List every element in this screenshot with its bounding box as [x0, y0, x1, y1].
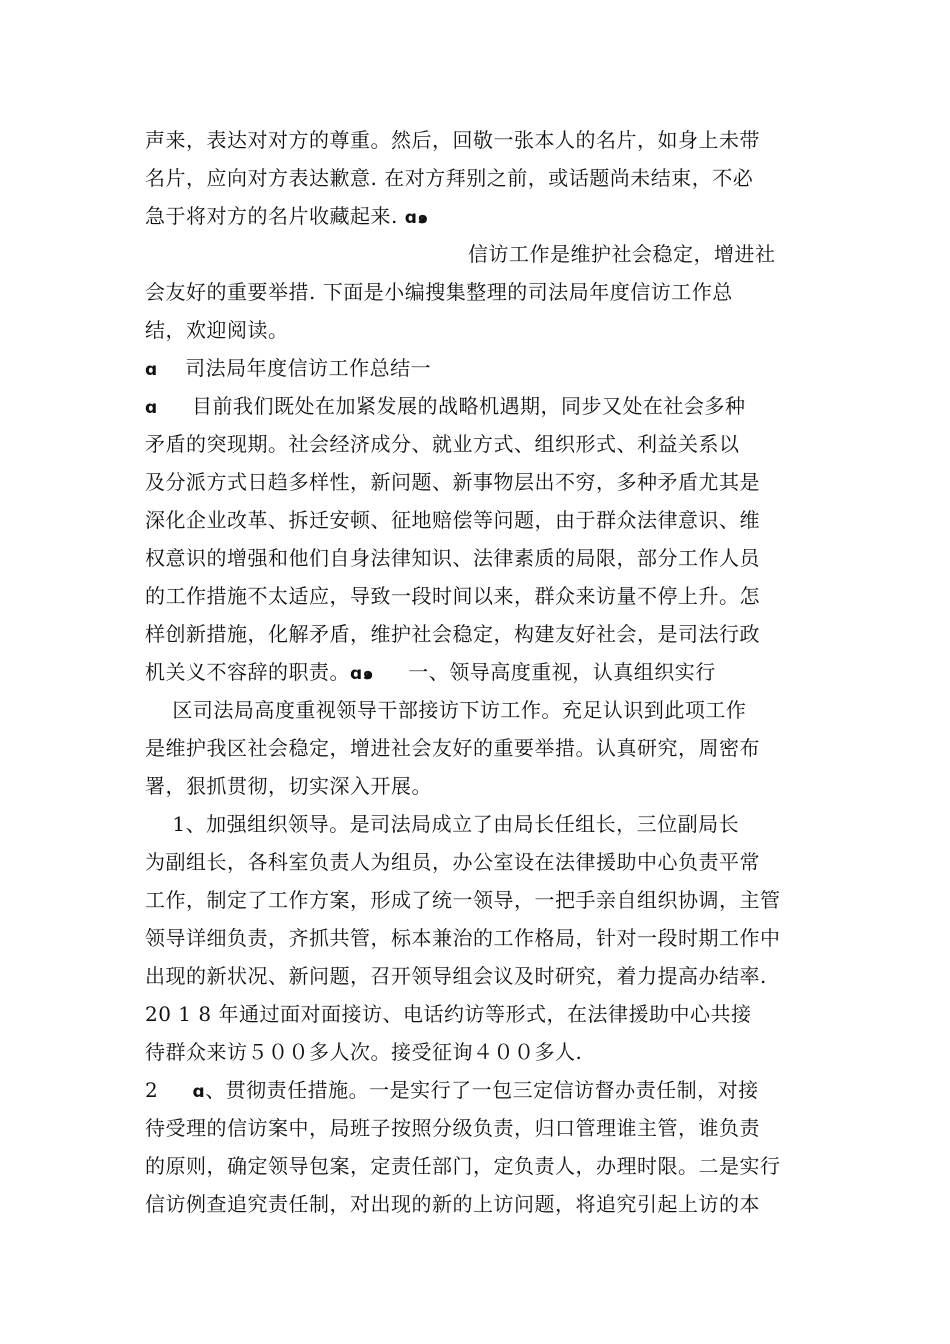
section-title-line: ɑ 司法局年度信访工作总结一 [145, 356, 432, 380]
text-line: 声来，表达对对方的尊重。然后，回敬一张本人的名片，如身上未带 [145, 128, 760, 152]
text-line: 1、加强组织领导。是司法局成立了由局长任组长，三位副局长 [145, 812, 740, 836]
paragraph-mark-icon: ɑ๑ [350, 664, 374, 684]
text-line: 急于将对方的名片收藏起来. ɑ๑ [145, 204, 429, 228]
text-line: 区司法局高度重视领导干部接访下访工作。充足认识到此项工作 [145, 698, 747, 722]
text-line: 待受理的信访案中，局班子按照分级负责，归口管理谁主管，谁负责 [145, 1116, 760, 1140]
text-line: 机关义不容辞的职责。ɑ๑ 一、领导高度重视，认真组织实行 [145, 660, 716, 684]
text-line: 待群众来访５００多人次。接受征询４００多人. [145, 1040, 583, 1064]
text-line: 是维护我区社会稳定，增进社会友好的重要举措。认真研究，周密布 [145, 736, 760, 760]
text-line: 领导详细负责，齐抓共管，标本兼治的工作格局，针对一段时期工作中 [145, 926, 781, 950]
text-line: 信访例查追究责任制，对出现的新的上访问题，将追究引起上访的本 [145, 1192, 760, 1216]
text-line: 结，欢迎阅读。 [145, 318, 289, 342]
text-line: 的工作措施不太适应，导致一段时间以来，群众来访量不停上升。怎 [145, 584, 760, 608]
text-line: 权意识的增强和他们自身法律知识、法律素质的局限，部分工作人员 [145, 546, 760, 570]
text-line: 20 1 8 年通过面对面接访、电话约访等形式，在法律援助中心共接 [145, 1002, 752, 1026]
text-line: 署，狠抓贯彻，切实深入开展。 [145, 774, 432, 798]
text-line: 的原则，确定领导包案，定责任部门，定负责人，办理时限。二是实行 [145, 1154, 781, 1178]
paragraph-mark-icon: ɑ [192, 1082, 206, 1102]
text-line: 名片，应向对方表达歉意. 在对方拜别之前，或话题尚未结束，不必 [145, 166, 754, 190]
text-line: 深化企业改革、拆迁安顿、征地赔偿等问题，由于群众法律意识、维 [145, 508, 760, 532]
text-line: 样创新措施，化解矛盾，维护社会稳定，构建友好社会，是司法行政 [145, 622, 760, 646]
text-line: 信访工作是维护社会稳定，增进社 [468, 242, 776, 266]
paragraph-mark-icon: ɑ๑ [404, 208, 429, 228]
text-line: 为副组长，各科室负责人为组员，办公室设在法律援助中心负责平常 [145, 850, 760, 874]
text-line: 2 ɑ、贯彻责任措施。一是实行了一包三定信访督办责任制，对接 [145, 1078, 759, 1102]
paragraph-mark-icon: ɑ [145, 360, 158, 380]
text-line: 出现的新状况、新问题，召开领导组会议及时研究，着力提高办结率. [145, 964, 767, 988]
paragraph-mark-icon: ɑ [145, 398, 158, 418]
text-line: 及分派方式日趋多样性，新问题、新事物层出不穷，多种矛盾尤其是 [145, 470, 760, 494]
text-line: ɑ 目前我们既处在加紧发展的战略机遇期，同步又处在社会多种 [145, 394, 746, 418]
text-line: 矛盾的突现期。社会经济成分、就业方式、组织形式、利益关系以 [145, 432, 740, 456]
text-line: 工作，制定了工作方案，形成了统一领导，一把手亲自组织协调，主管 [145, 888, 781, 912]
text-line: 会友好的重要举措. 下面是小编搜集整理的司法局年度信访工作总 [145, 280, 733, 304]
